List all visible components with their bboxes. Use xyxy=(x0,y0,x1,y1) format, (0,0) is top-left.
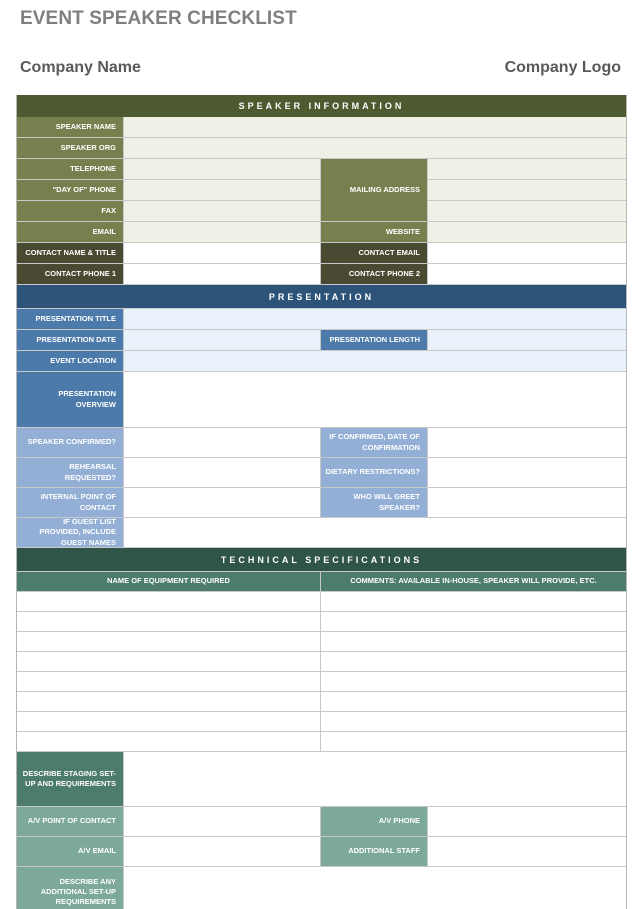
presentation-section-header-row xyxy=(17,285,626,309)
comments-cell[interactable] xyxy=(321,592,626,611)
website-field[interactable] xyxy=(428,222,626,242)
equipment-column-header: NAME OF EQUIPMENT REQUIRED xyxy=(17,572,321,591)
guest-names-field[interactable] xyxy=(124,518,626,547)
website-label: WEBSITE xyxy=(321,222,428,242)
who-greets-label: WHO WILL GREET SPEAKER? xyxy=(321,488,428,517)
table-row xyxy=(17,632,626,652)
day-of-phone-field[interactable] xyxy=(124,180,320,200)
av-phone-field[interactable] xyxy=(428,807,626,836)
presentation-overview-field[interactable] xyxy=(124,372,626,427)
additional-setup-row xyxy=(17,867,626,909)
event-location-field[interactable] xyxy=(124,351,626,371)
company-logo: Company Logo xyxy=(504,59,621,76)
equipment-cell[interactable] xyxy=(17,592,321,611)
presentation-length-label: PRESENTATION LENGTH xyxy=(321,330,428,350)
dietary-restrictions-label: DIETARY RESTRICTIONS? xyxy=(321,458,428,487)
av-contact-label: A/V POINT OF CONTACT xyxy=(17,807,124,836)
rehearsal-row xyxy=(17,458,626,488)
internal-contact-label: INTERNAL POINT OF CONTACT xyxy=(17,488,124,517)
event-location-row xyxy=(17,351,626,372)
contact-email-field[interactable] xyxy=(428,243,626,263)
av-email-field[interactable] xyxy=(124,837,321,866)
confirmation-date-label: IF CONFIRMED, DATE OF CONFIRMATION xyxy=(321,428,428,457)
telephone-field[interactable] xyxy=(124,159,320,179)
rehearsal-requested-label: REHEARSAL REQUESTED? xyxy=(17,458,124,487)
mailing-address-field[interactable] xyxy=(428,159,626,221)
presentation-title-label: PRESENTATION TITLE xyxy=(17,309,124,329)
table-row xyxy=(17,692,626,712)
equipment-cell[interactable] xyxy=(17,652,321,671)
presentation-date-field[interactable] xyxy=(124,330,321,350)
dietary-restrictions-field[interactable] xyxy=(428,458,626,487)
contact-phone-2-label: CONTACT PHONE 2 xyxy=(321,264,428,284)
fax-field[interactable] xyxy=(124,201,320,221)
comments-cell[interactable] xyxy=(321,632,626,651)
email-field[interactable] xyxy=(124,222,320,242)
contact-phone-1-label: CONTACT PHONE 1 xyxy=(17,264,124,284)
presentation-title-row xyxy=(17,309,626,330)
presentation-title-field[interactable] xyxy=(124,309,626,329)
equipment-header-row xyxy=(17,572,626,592)
additional-setup-label: DESCRIBE ANY ADDITIONAL SET-UP REQUIREMENTS xyxy=(17,867,124,909)
speaker-confirmed-row xyxy=(17,428,626,458)
table-row xyxy=(17,592,626,612)
speaker-confirmed-label: SPEAKER CONFIRMED? xyxy=(17,428,124,457)
speaker-section-header: SPEAKER INFORMATION xyxy=(17,95,626,117)
comments-cell[interactable] xyxy=(321,732,626,751)
confirmation-date-field[interactable] xyxy=(428,428,626,457)
mailing-address-label: MAILING ADDRESS xyxy=(321,159,428,221)
checklist-table xyxy=(16,95,627,909)
staging-row xyxy=(17,752,626,807)
guest-names-row xyxy=(17,518,626,548)
table-row xyxy=(17,732,626,752)
av-contact-field[interactable] xyxy=(124,807,321,836)
speaker-name-field[interactable] xyxy=(124,117,626,137)
fax-label: FAX xyxy=(17,201,124,221)
presentation-date-row xyxy=(17,330,626,351)
comments-cell[interactable] xyxy=(321,612,626,631)
presentation-overview-row xyxy=(17,372,626,428)
contact-row-1 xyxy=(17,243,626,264)
table-row xyxy=(17,712,626,732)
av-email-label: A/V EMAIL xyxy=(17,837,124,866)
event-location-label: EVENT LOCATION xyxy=(17,351,124,371)
telephone-label: TELEPHONE xyxy=(17,159,124,179)
speaker-name-row xyxy=(17,117,626,138)
technical-section-header-row xyxy=(17,548,626,572)
comments-cell[interactable] xyxy=(321,652,626,671)
equipment-cell[interactable] xyxy=(17,732,321,751)
speaker-confirmed-field[interactable] xyxy=(124,428,321,457)
page-title: EVENT SPEAKER CHECKLIST xyxy=(20,8,297,29)
internal-contact-field[interactable] xyxy=(124,488,321,517)
equipment-cell[interactable] xyxy=(17,692,321,711)
who-greets-field[interactable] xyxy=(428,488,626,517)
comments-cell[interactable] xyxy=(321,692,626,711)
presentation-date-label: PRESENTATION DATE xyxy=(17,330,124,350)
contact-phone-1-field[interactable] xyxy=(124,264,321,284)
speaker-section-header-row xyxy=(17,95,626,117)
contact-phone-2-field[interactable] xyxy=(428,264,626,284)
staging-field[interactable] xyxy=(124,752,626,806)
rehearsal-requested-field[interactable] xyxy=(124,458,321,487)
av-email-row xyxy=(17,837,626,867)
comments-cell[interactable] xyxy=(321,712,626,731)
contact-email-label: CONTACT EMAIL xyxy=(321,243,428,263)
presentation-overview-label: PRESENTATION OVERVIEW xyxy=(17,372,124,427)
internal-contact-row xyxy=(17,488,626,518)
email-label: EMAIL xyxy=(17,222,124,242)
table-row xyxy=(17,612,626,632)
additional-staff-field[interactable] xyxy=(428,837,626,866)
presentation-section-header: PRESENTATION xyxy=(17,285,626,308)
presentation-length-field[interactable] xyxy=(428,330,626,350)
company-name: Company Name xyxy=(20,59,141,76)
table-row xyxy=(17,672,626,692)
staging-label: DESCRIBE STAGING SET-UP AND REQUIREMENTS xyxy=(17,752,124,806)
speaker-contact-block xyxy=(17,159,626,243)
equipment-cell[interactable] xyxy=(17,632,321,651)
guest-names-label: IF GUEST LIST PROVIDED, INCLUDE GUEST NAMES xyxy=(17,518,124,547)
speaker-org-row xyxy=(17,138,626,159)
equipment-cell[interactable] xyxy=(17,712,321,731)
equipment-cell[interactable] xyxy=(17,672,321,691)
contact-row-2 xyxy=(17,264,626,285)
day-of-phone-label: "DAY OF" PHONE xyxy=(17,180,124,200)
table-row xyxy=(17,652,626,672)
av-phone-label: A/V PHONE xyxy=(321,807,428,836)
speaker-name-label: SPEAKER NAME xyxy=(17,117,124,137)
contact-name-title-field[interactable] xyxy=(124,243,321,263)
speaker-org-label: SPEAKER ORG xyxy=(17,138,124,158)
av-contact-row xyxy=(17,807,626,837)
contact-name-title-label: CONTACT NAME & TITLE xyxy=(17,243,124,263)
additional-staff-label: ADDITIONAL STAFF xyxy=(321,837,428,866)
technical-section-header: TECHNICAL SPECIFICATIONS xyxy=(17,548,626,571)
comments-column-header: COMMENTS: AVAILABLE IN-HOUSE, SPEAKER WILL PROVIDE, ETC. xyxy=(321,572,626,591)
additional-setup-field[interactable] xyxy=(124,867,626,909)
speaker-org-field[interactable] xyxy=(124,138,626,158)
comments-cell[interactable] xyxy=(321,672,626,691)
equipment-cell[interactable] xyxy=(17,612,321,631)
